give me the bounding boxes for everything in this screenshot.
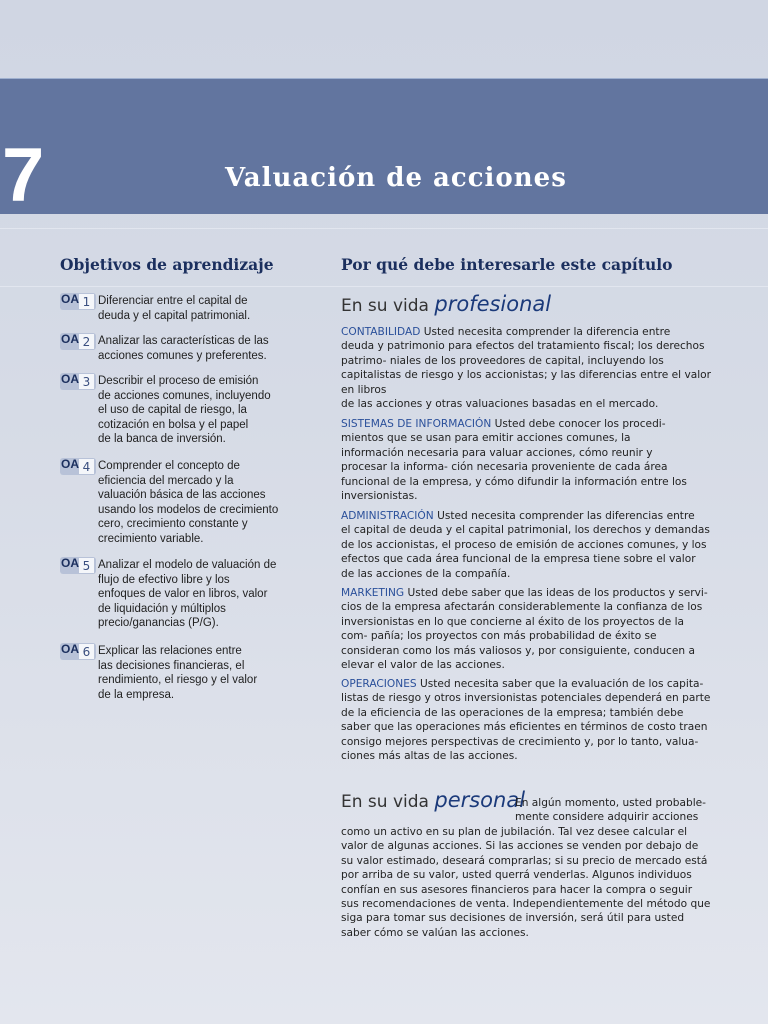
text-line: Diferenciar entre el capital de — [98, 295, 248, 307]
oa-label: OA — [61, 556, 79, 570]
text-line: eficiencia del mercado y la — [98, 474, 234, 487]
text-line: com- pañía; los proyectos con más probabilidad de éxito se — [341, 630, 657, 643]
text-line: como un activo en su plan de jubilación. Tal vez desee calcular el — [341, 826, 688, 838]
why-heading: Por qué debe interesarle este capítulo — [341, 255, 673, 274]
chapter-number: 7 — [2, 133, 45, 218]
text-line: de los accionistas, el proceso de emisión de acciones comunes, y los — [341, 538, 707, 551]
section-marketing — [341, 586, 708, 672]
oa-badge — [60, 557, 96, 574]
objective-text — [98, 644, 308, 702]
text-line: confían en sus asesores financieros para hacer la compra o seguir — [341, 883, 693, 896]
text-line: funcional de la empresa, y cómo difundir la información entre los — [341, 475, 687, 488]
text-line: las decisiones financieras, el — [98, 659, 245, 672]
text-line: crecimiento variable. — [98, 532, 204, 545]
text-line: en libros — [341, 383, 387, 396]
oa-label: OA — [61, 332, 79, 346]
text-line — [341, 677, 704, 691]
text-line: Analizar el modelo de valuación de — [98, 559, 277, 571]
section-label: ADMINISTRACIÓN — [341, 510, 434, 522]
profesional-heading — [341, 292, 551, 316]
text-line: el capital de deuda y el capital patrimonial, los derechos y demandas — [341, 524, 710, 537]
text-line: listas de riesgo y otros inversionistas potenciales dependerá en parte — [341, 692, 711, 705]
divider — [0, 286, 768, 287]
section-contabilidad — [341, 325, 712, 411]
text-line: ciones más altas de las acciones. — [341, 750, 518, 763]
oa-label: OA — [61, 642, 79, 656]
text-line: elevar el valor de las acciones. — [341, 659, 505, 672]
oa-badge — [60, 458, 96, 475]
text-line: efectos que cada área funcional de la empresa tiene sobre el valor — [341, 553, 696, 566]
text-line: de las acciones de la compañía. — [341, 567, 511, 580]
text-line: de la empresa. — [98, 688, 175, 701]
text-line — [341, 325, 701, 339]
personal-heading — [341, 788, 525, 812]
oa-number: 5 — [79, 558, 94, 573]
personal-body — [341, 825, 711, 940]
text-line: precio/ganancias (P/G). — [98, 617, 219, 630]
oa-number: 1 — [79, 294, 94, 309]
text-line: saber cómo se valúan las acciones. — [341, 926, 529, 939]
oa-badge — [60, 373, 96, 390]
heading-emphasis: profesional — [434, 292, 552, 316]
text-line: consigo mejores perspectivas de crecimiento y, por lo tanto, valua- — [341, 735, 699, 748]
section-administraci-n — [341, 509, 710, 581]
text-line: capitalistas de riesgo y los accionistas; y las diferencias entre el valor — [341, 369, 712, 382]
text-line: de las acciones y otras valuaciones basadas en el mercado. — [341, 398, 659, 411]
oa-label: OA — [61, 457, 79, 471]
section-text: Usted debe saber que las ideas de los productos y servi- — [404, 587, 708, 599]
text-line: Comprender el concepto de — [98, 460, 240, 472]
text-line: inversionistas en lo que concierne al éxito de los proyectos de la — [341, 615, 685, 628]
oa-badge — [60, 333, 96, 350]
objective-text — [98, 558, 308, 631]
section-sistemas-de-informaci-n — [341, 417, 701, 503]
text-line: valor de algunas acciones. Si las acciones se venden por debajo de — [341, 840, 699, 853]
chapter-banner — [0, 78, 768, 218]
text-line: de liquidación y múltiplos — [98, 602, 226, 615]
divider — [0, 228, 768, 229]
text-line: de la banca de inversión. — [98, 433, 226, 446]
text-line: rendimiento, el riesgo y el valor — [98, 674, 258, 687]
text-line — [341, 417, 701, 431]
text-line: por arriba de su valor, usted querrá venderlas. Algunos individuos — [341, 869, 692, 882]
text-line: patrimo- niales de los proveedores de capital, incluyendo los — [341, 354, 664, 367]
objectives-heading: Objetivos de aprendizaje — [60, 255, 274, 274]
text-line: cotización en bolsa y el papel — [98, 418, 249, 431]
text-line — [341, 509, 701, 523]
text-line: Explicar las relaciones entre — [98, 645, 242, 657]
text-line: el uso de capital de riesgo, la — [98, 404, 247, 417]
text-line: saber que las operaciones más eficientes en términos de costo traen — [341, 721, 708, 734]
objective-text — [98, 374, 308, 447]
oa-badge — [60, 643, 96, 660]
text-line: procesar la informa- ción necesaria proveniente de cada área — [341, 461, 668, 474]
oa-badge — [60, 293, 96, 310]
objective-text — [98, 459, 308, 547]
text-line: siga para tomar sus decisiones de inversión, será útil para usted — [341, 912, 685, 925]
text-line: deuda y patrimonio para efectos del tratamiento fiscal; los derechos — [341, 340, 705, 353]
text-line: consideran como los más valiosos y, por consiguiente, conducen a — [341, 644, 695, 657]
text-line: cero, crecimiento constante y — [98, 518, 248, 531]
text-line: En algún momento, usted probable- — [515, 797, 707, 809]
section-text: Usted necesita saber que la evaluación de los capita- — [416, 678, 704, 690]
personal-intro — [515, 796, 705, 825]
text-line: enfoques de valor en libros, valor — [98, 588, 268, 601]
text-line: Describir el proceso de emisión — [98, 375, 259, 387]
oa-number: 4 — [79, 459, 94, 474]
section-label: SISTEMAS DE INFORMACIÓN — [341, 418, 492, 430]
chapter-title: Valuación de acciones — [225, 163, 567, 193]
text-line: su valor estimado, deseará comprarlas; si su precio de mercado está — [341, 854, 708, 867]
text-line: de acciones comunes, incluyendo — [98, 389, 271, 402]
text-line: inversionistas. — [341, 490, 418, 503]
section-label: MARKETING — [341, 587, 405, 599]
oa-label: OA — [61, 372, 79, 386]
text-line: cios de la empresa afectarán considerablemente la confianza de los — [341, 601, 703, 614]
text-line — [341, 586, 708, 600]
text-line: usando los modelos de crecimiento — [98, 503, 279, 516]
text-line: mientos que se usan para emitir acciones comunes, la — [341, 432, 631, 445]
oa-number: 6 — [79, 644, 94, 659]
heading-prefix: En su vida — [341, 792, 429, 812]
text-line: valuación básica de las acciones — [98, 489, 266, 502]
text-line: acciones comunes y preferentes. — [98, 349, 267, 362]
heading-emphasis: personal — [434, 788, 526, 812]
oa-number: 3 — [79, 374, 94, 389]
oa-label: OA — [61, 292, 79, 306]
heading-prefix: En su vida — [341, 296, 429, 316]
section-operaciones — [341, 677, 711, 763]
text-line: flujo de efectivo libre y los — [98, 573, 230, 586]
text-line: de la eficiencia de las operaciones de la empresa; también debe — [341, 706, 684, 719]
objective-text — [98, 334, 308, 363]
section-label: OPERACIONES — [341, 678, 417, 690]
text-line: mente considere adquirir acciones — [515, 811, 699, 824]
oa-number: 2 — [79, 334, 94, 349]
section-text: Usted debe conocer los procedi- — [491, 418, 666, 430]
section-text: Usted necesita comprender la diferencia entre — [420, 326, 671, 338]
section-text: Usted necesita comprender las diferencias entre — [433, 510, 695, 522]
text-line: sus recomendaciones de venta. Independientemente del método que — [341, 898, 711, 911]
text-line: información necesaria para valuar acciones, cómo reunir y — [341, 446, 653, 459]
text-line: Analizar las características de las — [98, 335, 269, 347]
objective-text — [98, 294, 308, 323]
text-line: deuda y el capital patrimonial. — [98, 309, 251, 322]
section-label: CONTABILIDAD — [341, 326, 421, 338]
